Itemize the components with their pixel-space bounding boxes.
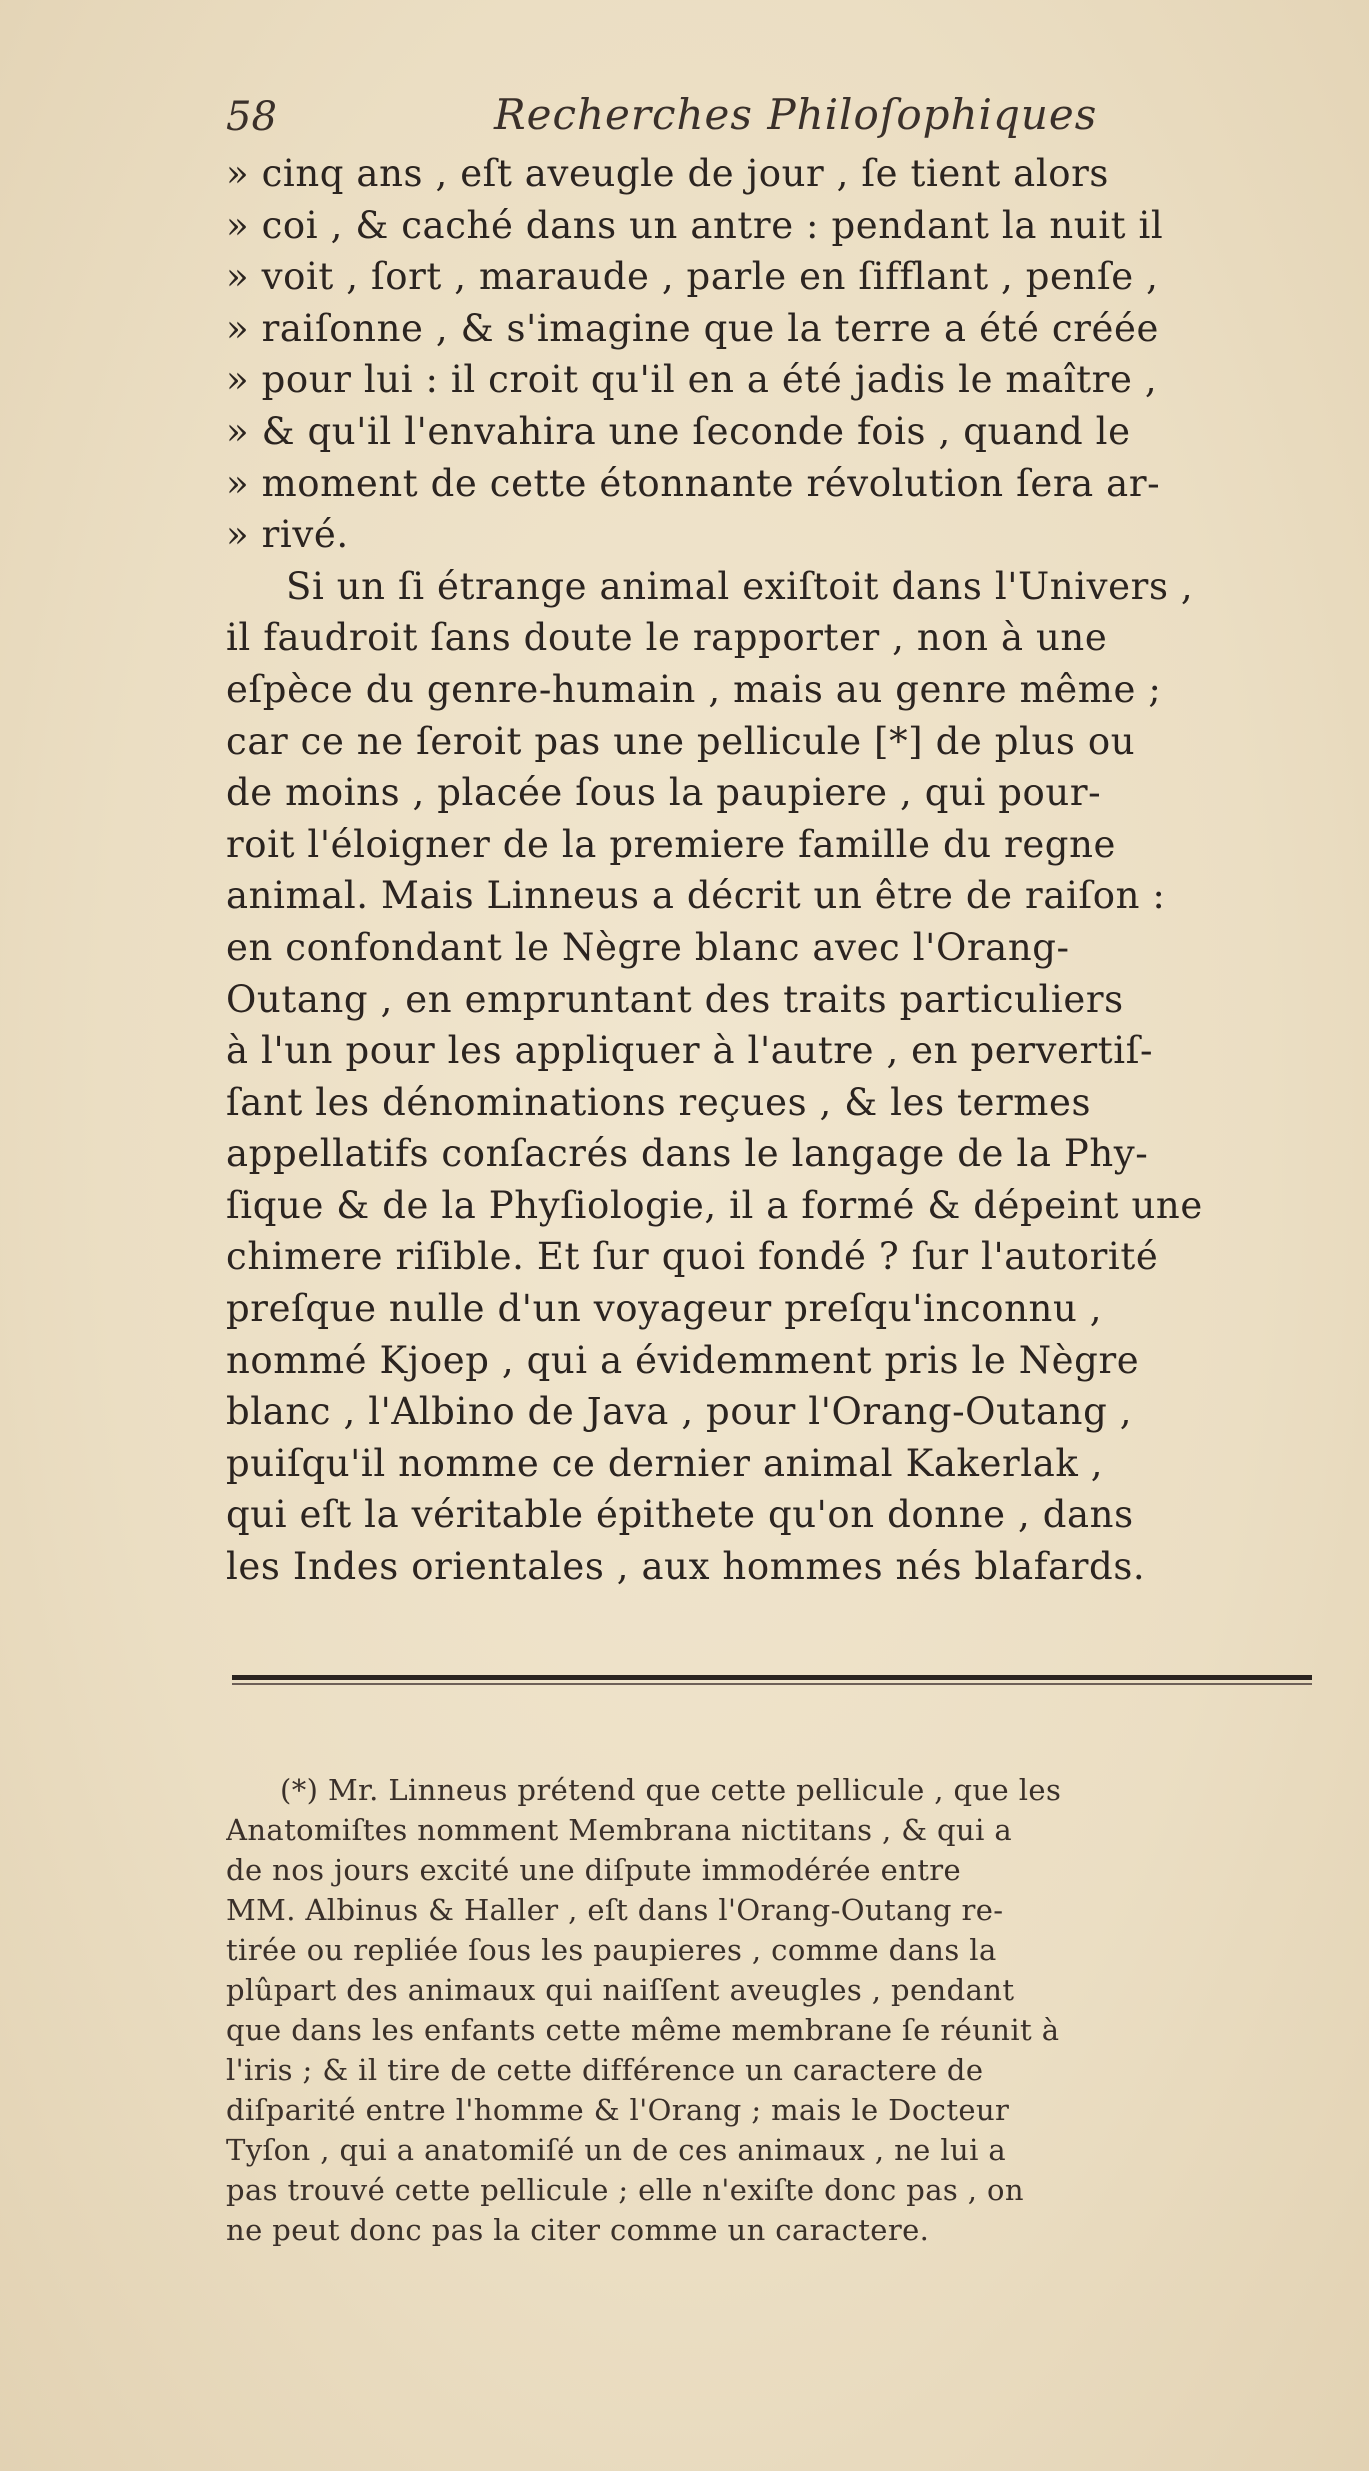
text-line: preſque nulle d'un voyageur preſqu'inconnu , bbox=[226, 1287, 1103, 1331]
text-line: » coi , & caché dans un antre : pendant la nuit il bbox=[226, 203, 1164, 247]
footnote-line: pas trouvé cette pellicule ; elle n'exiſte donc pas , on bbox=[226, 2173, 1024, 2207]
footnote-line: de nos jours excité une diſpute immodérée entre bbox=[226, 1853, 962, 1887]
running-title: Recherches Philoſophiques bbox=[494, 90, 1098, 139]
footnote-line: que dans les enfants cette même membrane ſe réunit à bbox=[226, 2013, 1060, 2047]
footnote-line: tirée ou repliée ſous les paupieres , comme dans la bbox=[226, 1933, 997, 1967]
text-line: puiſqu'il nomme ce dernier animal Kakerlak , bbox=[226, 1441, 1104, 1485]
text-line: » raiſonne , & s'imagine que la terre a été créée bbox=[226, 306, 1159, 350]
text-line: qui eſt la véritable épithete qu'on donne , dans bbox=[226, 1493, 1134, 1537]
text-line: blanc , l'Albino de Java , pour l'Orang-Outang , bbox=[226, 1390, 1133, 1434]
text-line: appellatifs conſacrés dans le langage de la Phy- bbox=[226, 1132, 1149, 1176]
text-line: Si un ſi étrange animal exiſtoit dans l'Univers , bbox=[286, 564, 1194, 608]
footnote-line: ne peut donc pas la citer comme un caractere. bbox=[226, 2213, 930, 2247]
footnote-divider bbox=[232, 1675, 1312, 1680]
text-line: ſant les dénominations reçues , & les termes bbox=[226, 1080, 1092, 1124]
text-line: à l'un pour les appliquer à l'autre , en pervertiſ- bbox=[226, 1029, 1154, 1073]
main-text bbox=[226, 148, 1336, 1593]
text-line: nommé Kjoep , qui a évidemment pris le Nègre bbox=[226, 1338, 1140, 1382]
text-line: car ce ne ſeroit pas une pellicule [*] de plus ou bbox=[226, 719, 1136, 763]
footnote-line: (*) Mr. Linneus prétend que cette pellicule , que les bbox=[280, 1773, 1062, 1807]
footnote-line: l'iris ; & il tire de cette différence un caractere de bbox=[226, 2053, 984, 2087]
text-line: » cinq ans , eſt aveugle de jour , ſe tient alors bbox=[226, 152, 1110, 195]
text-line: » moment de cette étonnante révolution ſera ar- bbox=[226, 461, 1161, 505]
text-line: roit l'éloigner de la premiere famille du regne bbox=[226, 822, 1117, 866]
text-line: » pour lui : il croit qu'il en a été jadis le maître , bbox=[226, 358, 1158, 402]
footnote-line: Tyſon , qui a anatomiſé un de ces animaux , ne lui a bbox=[226, 2133, 1007, 2167]
text-line: » & qu'il l'envahira une ſeconde fois , quand le bbox=[226, 409, 1131, 453]
page-header bbox=[226, 90, 1326, 152]
text-line: de moins , placée ſous la paupiere , qui pour- bbox=[226, 771, 1102, 815]
footnote-line: MM. Albinus & Haller , eſt dans l'Orang-Outang re- bbox=[226, 1893, 1004, 1927]
footnote-line: Anatomiſtes nomment Membrana nictitans , & qui a bbox=[226, 1813, 1013, 1847]
text-line: ſique & de la Phyſiologie, il a formé & dépeint une bbox=[226, 1183, 1203, 1227]
text-line: chimere riſible. Et ſur quoi fondé ? ſur l'autorité bbox=[226, 1235, 1159, 1279]
footnote-line: plûpart des animaux qui naiſſent aveugles , pendant bbox=[226, 1973, 1015, 2007]
text-line: eſpèce du genre-humain , mais au genre même ; bbox=[226, 667, 1162, 711]
text-line: il faudroit ſans doute le rapporter , non à une bbox=[226, 616, 1108, 660]
page-number: 58 bbox=[226, 94, 277, 140]
footnote bbox=[226, 1770, 1326, 2250]
footnote-line: diſparité entre l'homme & l'Orang ; mais le Docteur bbox=[226, 2093, 1010, 2127]
text-line: » voit , ſort , maraude , parle en ſifflant , penſe , bbox=[226, 255, 1159, 299]
text-line: Outang , en empruntant des traits particuliers bbox=[226, 977, 1124, 1021]
footnote-divider-thin bbox=[232, 1683, 1312, 1685]
text-line: animal. Mais Linneus a décrit un être de raiſon : bbox=[226, 874, 1166, 918]
text-line: en confondant le Nègre blanc avec l'Orang- bbox=[226, 925, 1070, 969]
text-line: les Indes orientales , aux hommes nés blafards. bbox=[226, 1545, 1146, 1589]
text-line: » rivé. bbox=[226, 513, 349, 557]
